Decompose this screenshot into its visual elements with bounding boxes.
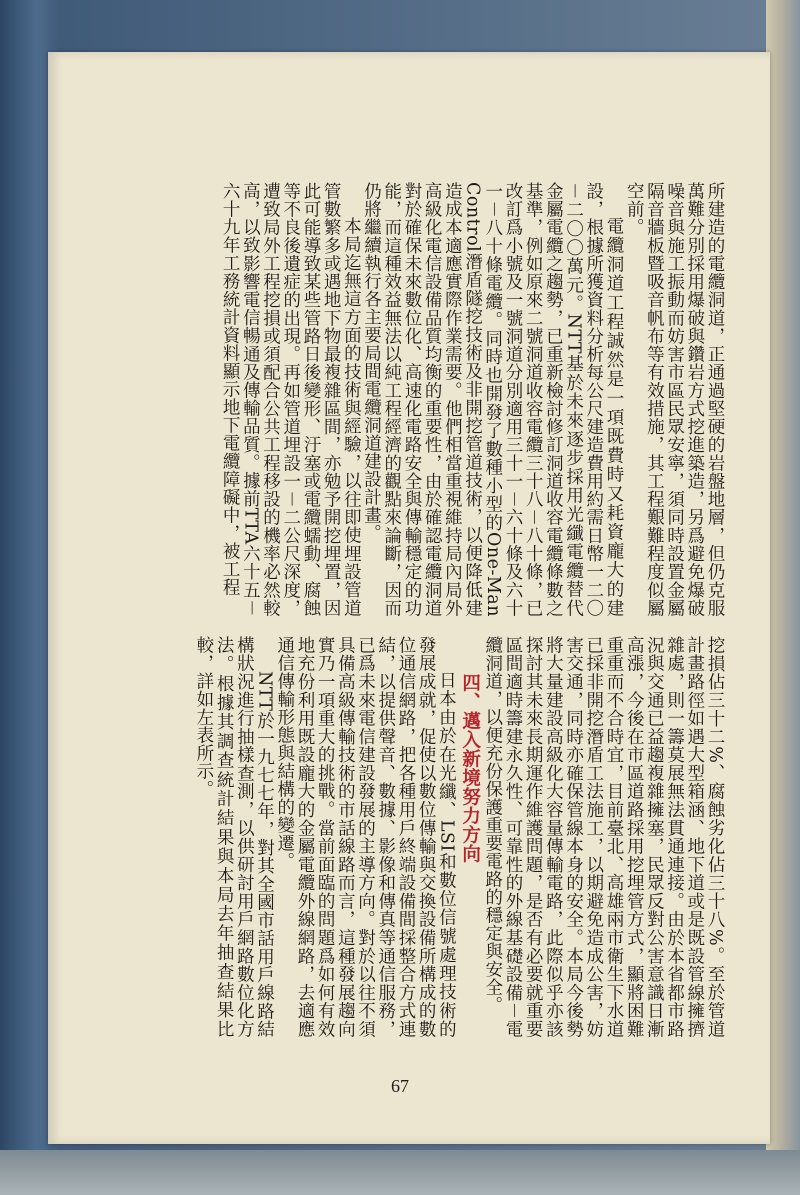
page-number: 67 (391, 1076, 409, 1096)
scan-background (0, 1150, 800, 1195)
paragraph: 電纜洞道工程誠然是一項既費時又耗資龐大的建設，根據所獲資料分析每公尺建造費用約需日幣一二〇－二〇〇萬元。NTT基於未來逐步採用光纖電纜替代金屬電纜之趨勢，已重新檢討修訂洞道收容電纜條數之基準，例如原來二號洞道收容電纜三十八－八十條，已改訂爲小號及一號洞道分別適用三十一－六十條及六十一－八十條電纜。同時也開發了數種小型的One-Man Control潛盾隧挖技術及非開挖管道技術，以便降低建造成本適應實際作業需要。他們相當重視維持局內局外高級化電信設備品質均衡的重要性，由於確認電纜洞道對於確保未來數位化、高速化電路安全與傳輸穩定的功能，而這種效益無法以純工程經濟的觀點來論斷，因而仍將繼續執行各主要局間電纜洞道建設計畫。 (361, 182, 624, 617)
paragraph: 所建造的電纜洞道，正通過堅硬的岩盤地層，但仍克服萬難分別採用爆破與鑽岩方式挖進築造，另爲避免爆破噪音與施工振動而妨害市區民眾安寧，須同時設置金屬隔音牆板暨吸音帆布等有效措施，其工程艱難程度似屬空前。 (624, 182, 725, 617)
upper-text-block (145, 182, 725, 617)
paragraph: NTT於一九七七年，對其全國市話用戶線路結構狀況進行抽樣查測，以供研討用戶網路數位化方法。根據其調查統計結果與本局去年抽查結果比較，詳如左表所示。 (193, 636, 275, 1038)
paragraph: 挖損佔三十二%、腐蝕劣化佔三十八%。至於管道計畫路徑如遇大型箱涵、地下道或是既設管線擁擠雜處，則一籌莫展無法貫通連接。由於本省都市路況與交通已益趨複雜擁塞，民眾反對公害意識日漸高漲，今後在市區道路採用挖埋管方式，顯將困難重重而不合時宜，目前臺北、高雄兩市衛生下水道已採非開挖潛盾工法施工，以期避免造成公害，妨害交通，同時亦確保管線本身的安全。本局今後勢將大量建設高級化大容量傳輸電路，此際似乎亦該探討其未來長期運作維護問題，是否有必要就重要區間適時籌建永久性、可靠性的外線基礎設備－電纜洞道，以便充份保護重要電路的穩定與安全。 (482, 636, 725, 1038)
facing-page-edge (766, 0, 800, 1195)
lower-text-block (145, 636, 725, 1038)
section-heading: 四、邁入新境努力方向 (459, 673, 481, 863)
paragraph: 日本由於在光纖、LSI和數位信號處理技術的發展成就，促使以數位傳輸與交換設備所構成的數位通信網路，把各種用戶終端設備間採整合方式連結，以提供聲音、數據、影像和傳真等通信服務，已爲未來電信建設發展的主導方向。對於以往不須具備高級傳輸技術的市話線路而言，這種發展趨向實乃一項重大的挑戰。當前面臨的問題爲如何有效地充份利用既設龐大的金屬電纜外線網路，去適應通信傳輸形態與結構的變遷。 (274, 636, 457, 1038)
paragraph: 本局迄無這方面的技術與經驗，以往即使埋設管道管數繁多或遇地下物最複雜區間，亦勉予開挖埋置，因此可能導致某些管路日後變形、汙塞或電纜蠕動、腐蝕等不良後遺症的出現。再如管道埋設一－二公尺深度，遭致局外工程挖損或須配合公共工程移設的機率必然較高，以致影響電信暢通及傳輸品質。據前TTA六十五－六十九年工務統計資料顯示地下電纜障礙中，被工程 (220, 182, 362, 617)
